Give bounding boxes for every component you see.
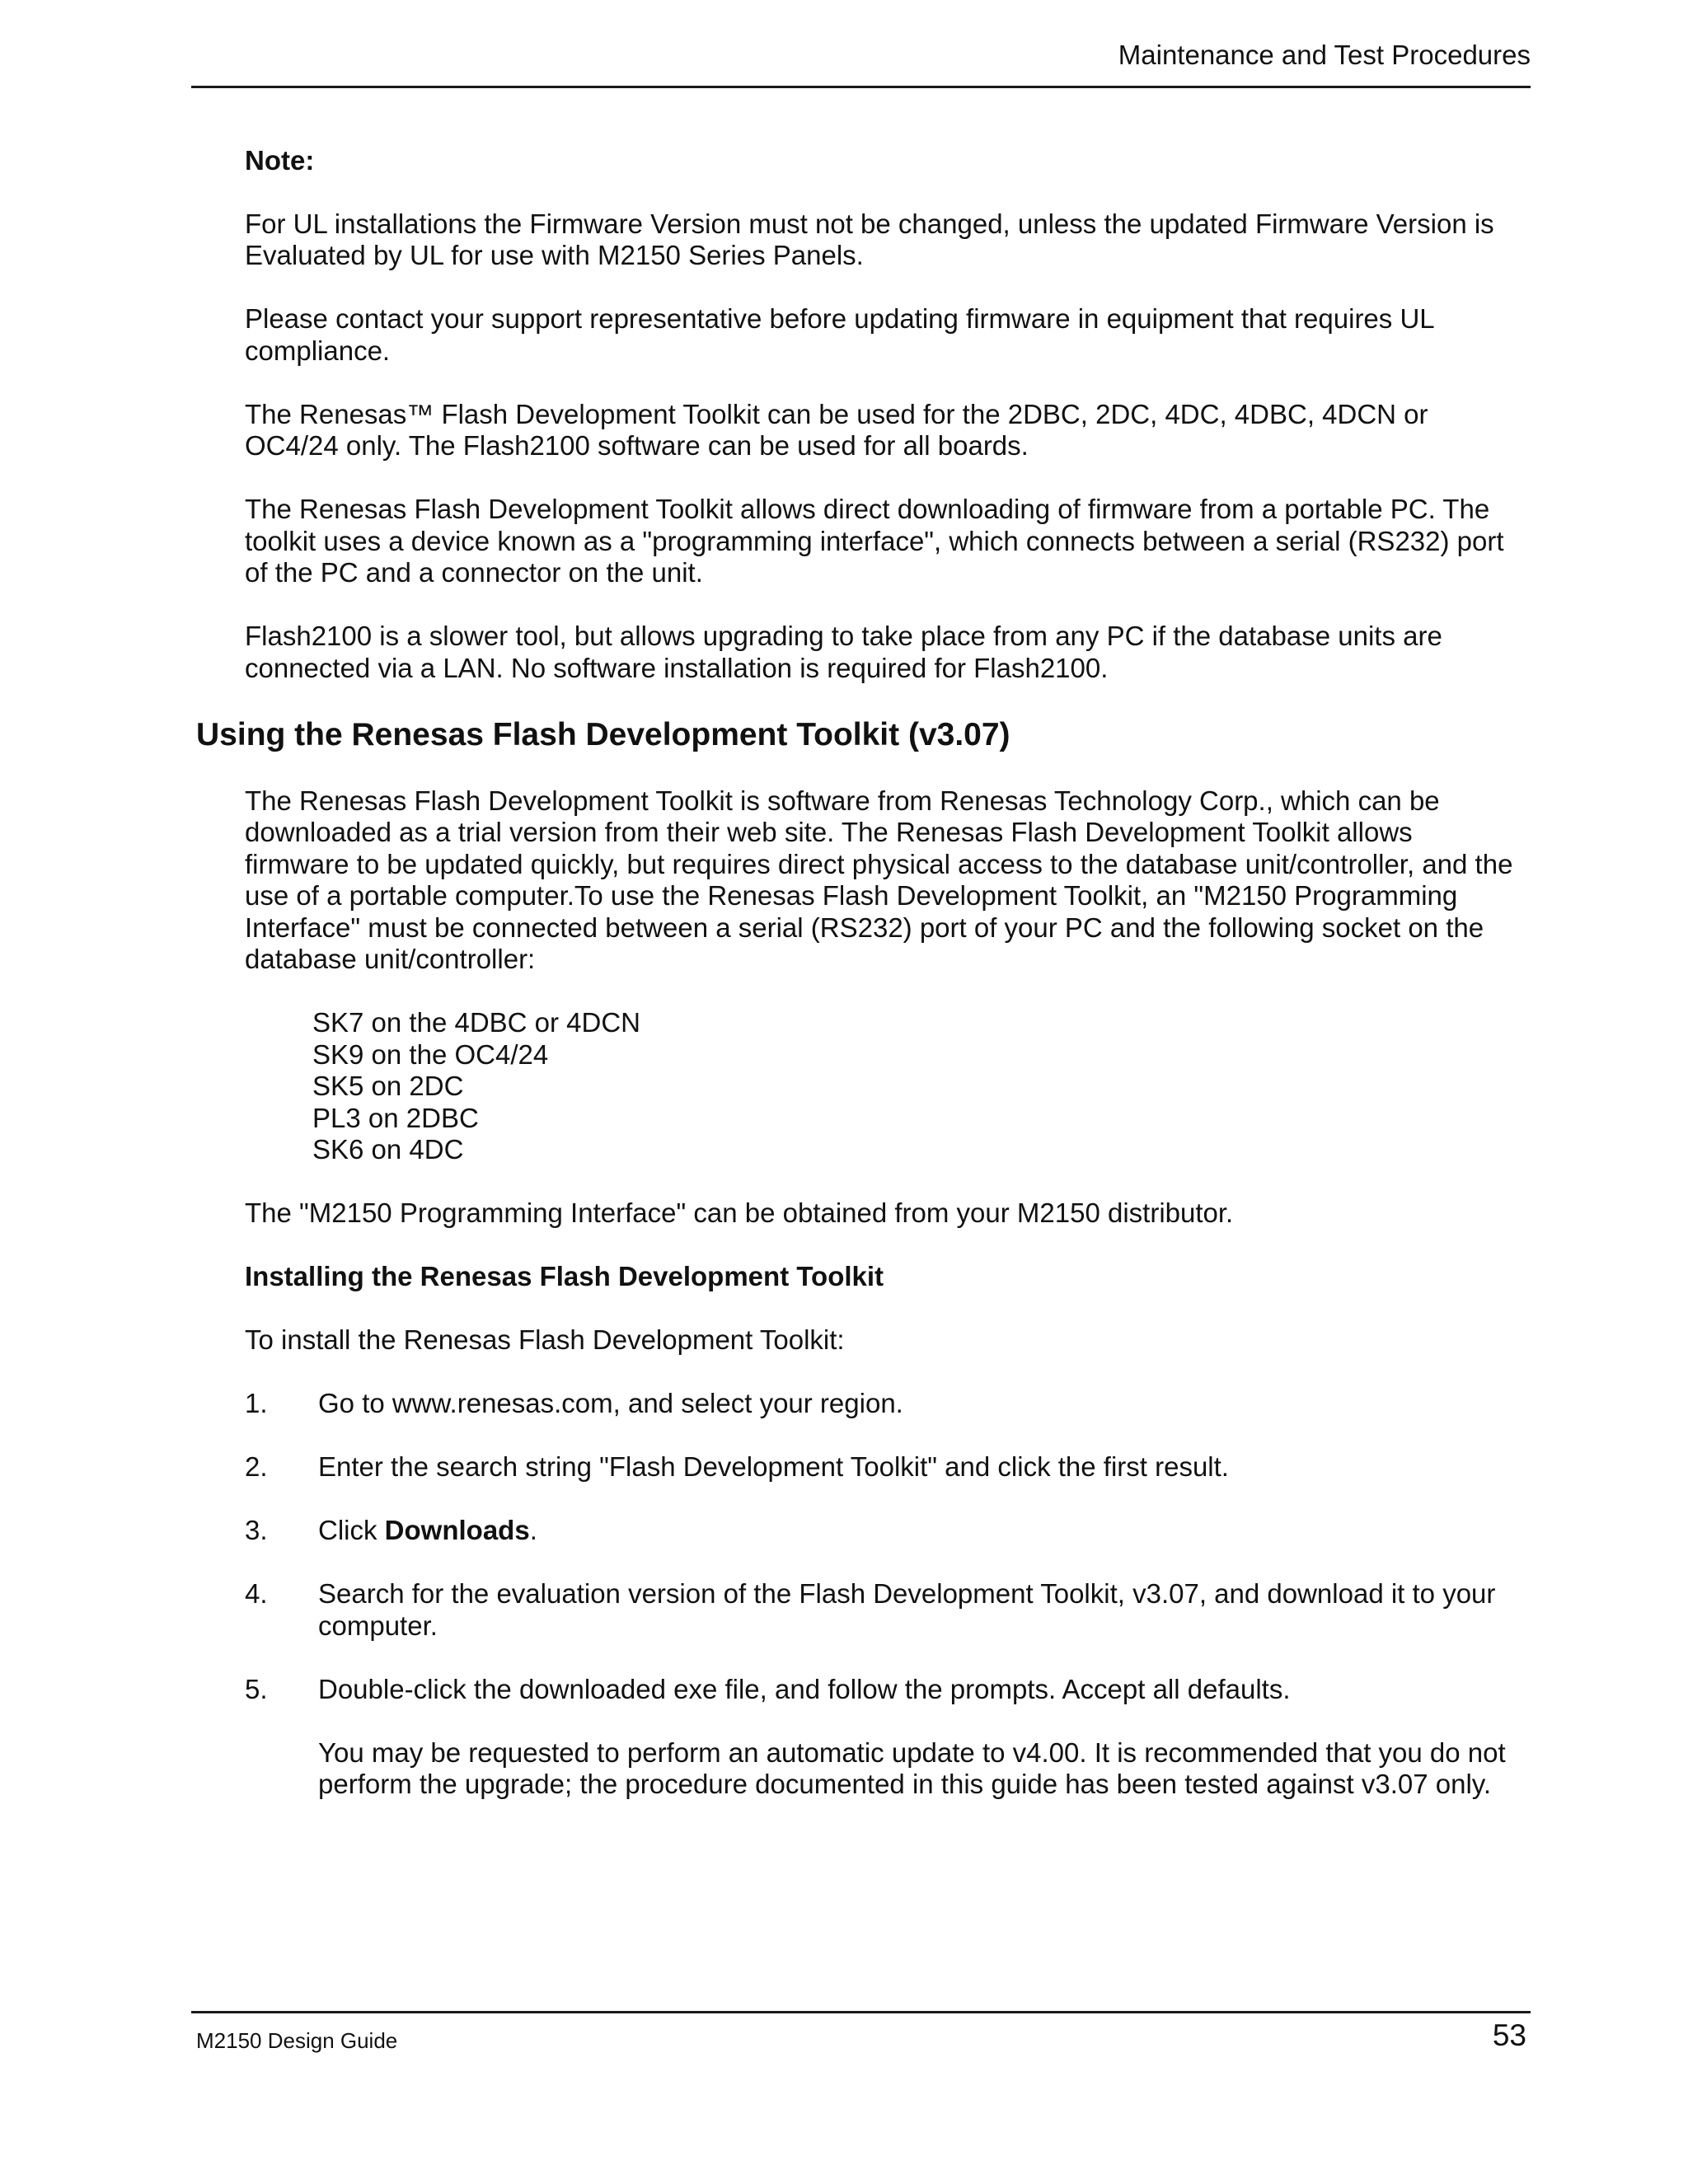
page-header [191,33,1531,88]
step-number: 3. [245,1515,268,1545]
install-step [245,1388,1518,1420]
step-number: 4. [245,1578,268,1609]
step-prefix: Click [318,1515,385,1545]
page-number: 53 [1492,2018,1526,2052]
note-paragraph: The Renesas™ Flash Development Toolkit can be used for the 2DBC, 2DC, 4DC, 4DBC, 4DCN or OC4/24 only. The Flash2100 software can be used for all boards. [245,398,1428,461]
downloads-emphasis: Downloads [384,1515,530,1545]
section-intro: The Renesas Flash Development Toolkit is software from Renesas Technology Corp., which can be downloaded as a trial version from their web site. The Renesas Flash Development Toolkit allows firmware to be updated quickly, but requires direct physical access to the database unit/controller, and the use of a portable computer.To use the Renesas Flash Development Toolkit, an "M2150 Programming Interface" must be connected between a serial (RS232) port of your PC and the following socket on the database unit/controller: [245,785,1513,974]
note-paragraph: Please contact your support representative before updating firmware in equipment that requires UL compliance. [245,303,1434,366]
socket-item: SK5 on 2DC [312,1071,464,1101]
interface-note: The "M2150 Programming Interface" can be obtained from your M2150 distributor. [245,1197,1234,1228]
install-step [245,1674,1518,1801]
step-text: Double-click the downloaded exe file, and follow the prompts. Accept all defaults. [318,1673,1291,1704]
socket-list [245,1007,1518,1166]
install-steps [245,1388,1518,1801]
socket-item: SK9 on the OC4/24 [312,1038,549,1070]
step-text: Go to www.renesas.com, and select your region. [318,1388,903,1418]
socket-item: PL3 on 2DBC [312,1102,479,1133]
page-content [196,145,1518,1832]
page-footer [191,2011,1531,2053]
note-paragraph: Flash2100 is a slower tool, but allows upgrading to take place from any PC if the database units are connected via a LAN. No software installation is required for Flash2100. [245,621,1442,683]
socket-item: SK7 on the 4DBC or 4DCN [312,1007,641,1038]
step-number: 5. [245,1673,268,1704]
step-number: 2. [245,1451,268,1482]
step-suffix: . [529,1515,537,1545]
install-step [245,1451,1518,1483]
note-label: Note: [245,145,315,176]
step-text: Enter the search string "Flash Development Toolkit" and click the first result. [318,1451,1229,1482]
step-text: Search for the evaluation version of the Flash Development Toolkit, v3.07, and download it to your computer. [318,1578,1496,1641]
step-number: 1. [245,1388,268,1418]
note-paragraph: For UL installations the Firmware Version must not be changed, unless the updated Firmware Version is Evaluated by UL for use with M2150 Series Panels. [245,208,1494,270]
install-subheading: Installing the Renesas Flash Development Toolkit [245,1261,884,1291]
step-text [318,1515,1518,1547]
header-title: Maintenance and Test Procedures [1118,40,1531,70]
step-note: You may be requested to perform an automatic update to v4.00. It is recommended that you do not perform the upgrade; the procedure documented in this guide has been tested against v3.07 only. [318,1736,1506,1799]
socket-item: SK6 on 4DC [312,1134,464,1165]
install-intro: To install the Renesas Flash Development Toolkit: [245,1324,845,1355]
footer-doc-title: M2150 Design Guide [196,2028,398,2053]
section-heading: Using the Renesas Flash Development Toolkit (v3.07) [196,716,1010,752]
install-step [245,1515,1518,1547]
note-paragraph: The Renesas Flash Development Toolkit allows direct downloading of firmware from a portable PC. The toolkit uses a device known as a "programming interface", which connects between a serial (RS232) port of the PC and a connector on the unit. [245,494,1504,588]
install-step [245,1578,1518,1642]
